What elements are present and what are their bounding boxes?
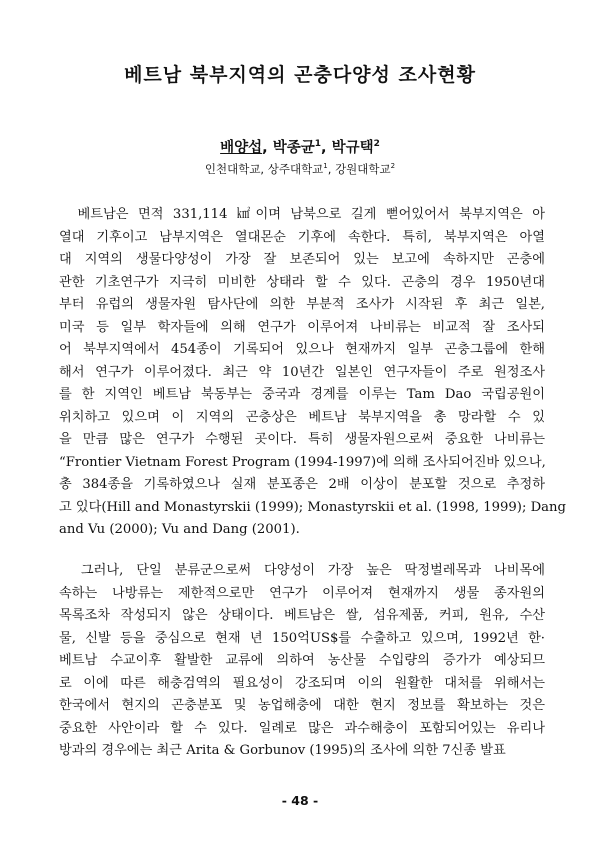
text-line: 열대 기후이고 남부지역은 열대몬순 기후에 속한다. 특히, 북부지역은 아열 xyxy=(59,229,545,245)
body-paragraph-2 xyxy=(59,560,545,763)
text-line: 해서 연구가 이루어졌다. 최근 약 10년간 일본인 연구자들이 주로 원정조사 xyxy=(59,364,545,380)
affiliation-list xyxy=(0,161,600,177)
text-line: and Vu (2000); Vu and Dang (2001). xyxy=(59,522,300,537)
author-second: 박종균 xyxy=(272,140,315,156)
text-line: 물, 신발 등을 중심으로 현재 년 150억US$를 수출하고 있으며, 1992년 한· xyxy=(59,630,545,646)
text-line: 관한 기초연구가 지극히 미비한 상태라 할 수 있다. 곤충의 경우 1950년대 xyxy=(59,274,545,290)
author-third: 박규택 xyxy=(331,140,374,156)
author-first: 배양섭 xyxy=(220,140,263,156)
text-line: 총 384종을 기록하였으나 실재 분포종은 2배 이상이 분포할 것으로 추정하 xyxy=(59,477,545,492)
text-line: 위치하고 있으며 이 지역의 곤충상은 베트남 북부지역을 총 망라할 수 있 xyxy=(59,409,545,425)
text-line: 미국 등 일부 학자들에 의해 연구가 이루어져 나비류는 비교적 잘 조사되 xyxy=(59,319,545,335)
text-line: 로 이에 따른 해충검역의 필요성이 강조되며 이의 원활한 대처를 위해서는 xyxy=(59,675,545,691)
text-line: 베트남 수교이후 활발한 교류에 의하여 농산물 수입량의 증가가 예상되므 xyxy=(59,653,545,668)
affiliation-0: 인천대학교, xyxy=(204,162,268,176)
author-third-affil-mark: 2 xyxy=(373,139,380,150)
body-paragraph-1 xyxy=(59,204,566,542)
author-list xyxy=(0,136,600,157)
text-line: 부터 유럽의 생물자원 탐사단에 의한 부분적 조사가 시작된 후 최근 일본, xyxy=(59,297,545,312)
affiliation-2: 강원대학교 xyxy=(335,162,391,176)
author-separator: , xyxy=(321,140,332,156)
text-line: 을 만큼 많은 연구가 수행된 곳이다. 특히 생물자원으로써 중요한 나비류는 xyxy=(59,432,545,447)
text-line: 대 지역의 생물다양성이 가장 잘 보존되어 있는 보고에 속하지만 곤충에 xyxy=(59,252,545,267)
paper-title: 베트남 북부지역의 곤충다양성 조사현황 xyxy=(124,64,476,86)
text-line: 고 있다(Hill and Monastyrskii (1999); Monastyrskii et al. (1998, 1999); Dang xyxy=(59,499,566,515)
text-line: 를 한 지역인 베트남 북동부는 중국과 경계를 이루는 Tam Dao 국립공원이 xyxy=(59,387,545,402)
text-line: 그러나, 단일 분류군으로써 다양성이 가장 높은 딱정벌레목과 나비목에 xyxy=(59,563,545,578)
author-separator: , xyxy=(262,140,273,156)
text-line: 한국에서 현지의 곤충분포 및 농업해충에 대한 현지 정보를 확보하는 것은 xyxy=(59,698,545,713)
text-line: 어 북부지역에서 454종이 기록되어 있으나 현재까지 일부 곤충그룹에 한해 xyxy=(59,342,545,357)
text-line: 베트남은 면적 331,114 ㎢이며 남북으로 길게 뻗어있어서 북부지역은 아 xyxy=(59,207,545,222)
affiliation-separator: , xyxy=(327,162,336,176)
affiliation-1: 상주대학교 xyxy=(267,162,324,176)
text-line: 속하는 나방류는 제한적으로만 연구가 이루어져 현재까지 생물 종자원의 xyxy=(59,585,545,601)
page-number: - 48 - xyxy=(281,793,319,808)
affiliation-1-mark: 1 xyxy=(323,162,328,171)
text-line: 목록조차 작성되지 않은 상태이다. 베트남은 쌀, 섬유제품, 커피, 원유, 수산 xyxy=(59,608,545,623)
author-second-affil-mark: 1 xyxy=(314,139,322,150)
affiliation-2-mark: 2 xyxy=(390,162,396,171)
text-line: 중요한 사안이라 할 수 있다. 일례로 많은 과수해충이 포함되어있는 유리나 xyxy=(59,720,545,736)
text-line: 방과의 경우에는 최근 Arita & Gorbunov (1995)의 조사에 의한 7신종 발표 xyxy=(59,743,506,758)
text-line: “Frontier Vietnam Forest Program (1994-1997)에 의해 조사되어진바 있으나, xyxy=(59,454,546,470)
